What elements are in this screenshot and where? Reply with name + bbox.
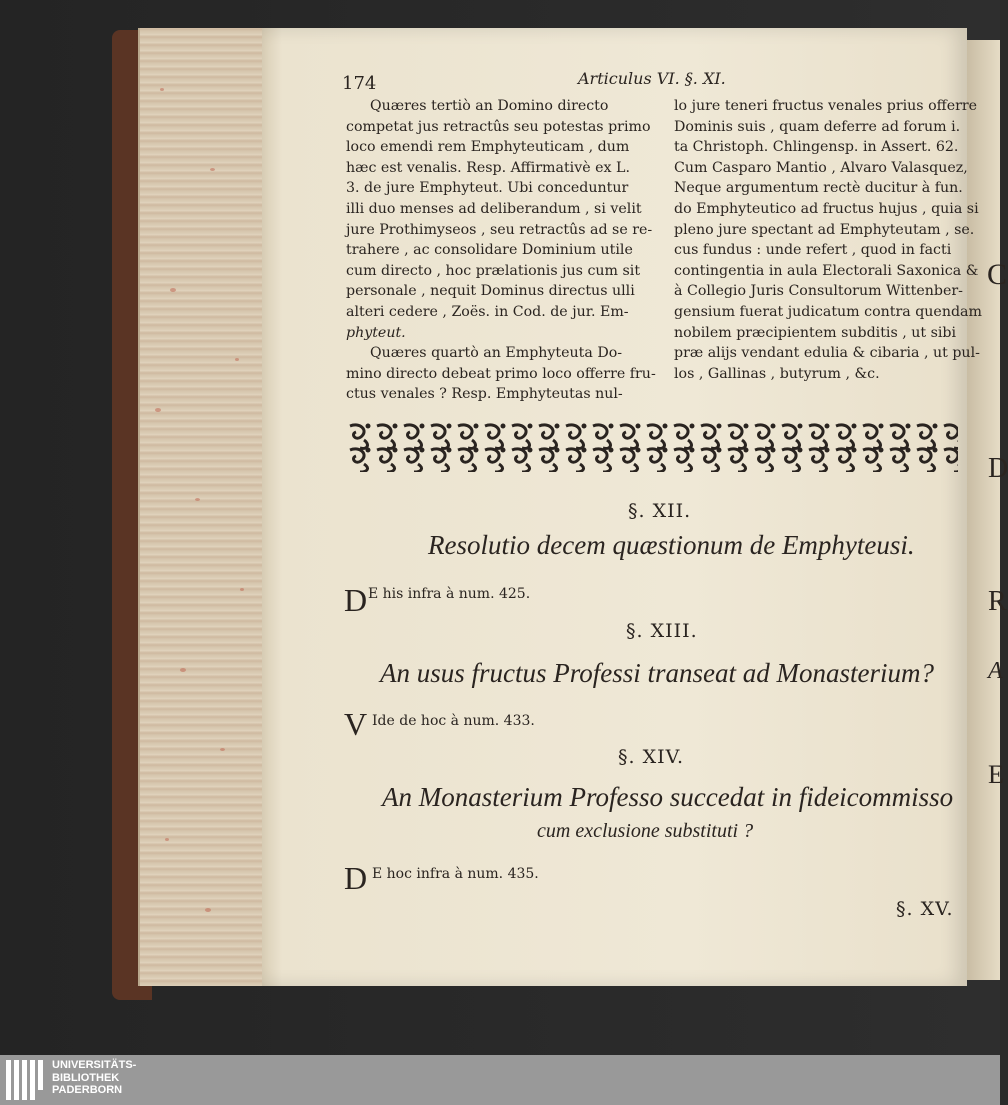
text-line: Cum Casparo Mantio , Alvaro Valasquez,: [674, 159, 968, 176]
text-line: competat jus retractûs seu potestas primo: [346, 118, 651, 135]
catchword: §. XV.: [896, 898, 954, 920]
text-line: Neque argumentum rectè ducitur à fun.: [674, 180, 963, 197]
text-line: nobilem præcipientem subditis , ut sibi: [674, 324, 957, 341]
section-xii-title: Resolutio decem quæstionum de Emphyteusi.: [428, 530, 915, 560]
section-xiii-label: §. XIII.: [626, 620, 698, 642]
left-text-column: [346, 96, 656, 405]
text-line: ctus venales ? Resp. Emphyteutas nul-: [346, 386, 623, 403]
drop-initial: D: [344, 582, 368, 618]
drop-initial: V: [344, 706, 368, 742]
text-line: phyteut.: [346, 324, 406, 341]
text-line: personale , nequit Dominus directus ulli: [346, 283, 635, 300]
library-footer-band: [0, 1055, 1000, 1105]
text-line: loco emendi rem Emphyteuticam , dum: [346, 139, 630, 156]
text-line: jure Prothimyseos , seu retractûs ad se re-: [346, 221, 653, 238]
text-line: à Collegio Juris Consultorum Wittenber-: [674, 283, 963, 300]
text-line: mino directo debeat primo loco offerre fru-: [346, 365, 656, 382]
text-line: gensium fuerat judicatum contra quendam: [674, 303, 982, 320]
text-line: præ alijs vendant edulia & cibaria , ut pul-: [674, 345, 980, 362]
section-xiii-title: An usus fructus Professi transeat ad Monasterium?: [380, 658, 935, 688]
next-page-glyph: E: [988, 760, 1004, 789]
section-xii-text: E his infra à num. 425.: [368, 586, 531, 602]
text-line: Quæres quartò an Emphyteuta Do-: [370, 345, 623, 362]
next-page-glyph: C: [987, 258, 1008, 291]
section-xiv-title-cont: cum exclusione substituti ?: [537, 820, 754, 842]
text-line: trahere , ac consolidare Dominium utile: [346, 242, 633, 259]
library-logo-icon: [6, 1060, 46, 1100]
page-block-edge: [138, 28, 266, 986]
decorative-ornament-band: [346, 420, 958, 474]
right-text-column: [674, 96, 982, 384]
section-xiv-text: E hoc infra à num. 435.: [372, 866, 539, 882]
text-line: cum directo , hoc prælationis jus cum sit: [346, 262, 641, 279]
library-name: UNIVERSITÄTS- BIBLIOTHEK PADERBORN: [52, 1059, 137, 1096]
section-xii-label: §. XII.: [628, 500, 692, 522]
running-title: Articulus VI. §. XI.: [578, 69, 726, 88]
section-xiv-label: §. XIV.: [618, 746, 685, 768]
text-line: los , Gallinas , butyrum , &c.: [674, 365, 880, 382]
drop-initial: D: [344, 860, 368, 896]
text-line: cus fundus : unde refert , quod in facti: [674, 242, 952, 259]
section-xiv-title: An Monasterium Professo succedat in fideicommisso: [382, 782, 954, 812]
text-line: do Emphyteutico ad fructus hujus , quia si: [674, 200, 979, 217]
section-xiii-text: Ide de hoc à num. 433.: [372, 713, 535, 729]
next-page-glyph: D: [988, 453, 1008, 484]
text-line: Dominis suis , quam deferre ad forum i.: [674, 118, 961, 135]
page-number: 174: [342, 73, 377, 94]
text-line: 3. de jure Emphyteut. Ubi conceduntur: [346, 180, 629, 197]
text-line: pleno jure spectant ad Emphyteutam , se.: [674, 221, 975, 238]
text-line: contingentia in aula Electorali Saxonica &: [674, 262, 979, 279]
next-page-glyph: A: [988, 658, 1003, 684]
text-line: lo jure teneri fructus venales prius offerre: [674, 98, 978, 114]
text-line: Quæres tertiò an Domino directo: [370, 98, 609, 114]
text-line: hæc est venalis. Resp. Affirmativè ex L.: [346, 159, 630, 176]
text-line: illi duo menses ad deliberandum , si velit: [346, 200, 642, 217]
text-line: alteri cedere , Zoës. in Cod. de jur. Em-: [346, 303, 629, 320]
text-line: ta Christoph. Chlingensp. in Assert. 62.: [674, 139, 959, 156]
next-page-glyph: R: [988, 586, 1007, 617]
